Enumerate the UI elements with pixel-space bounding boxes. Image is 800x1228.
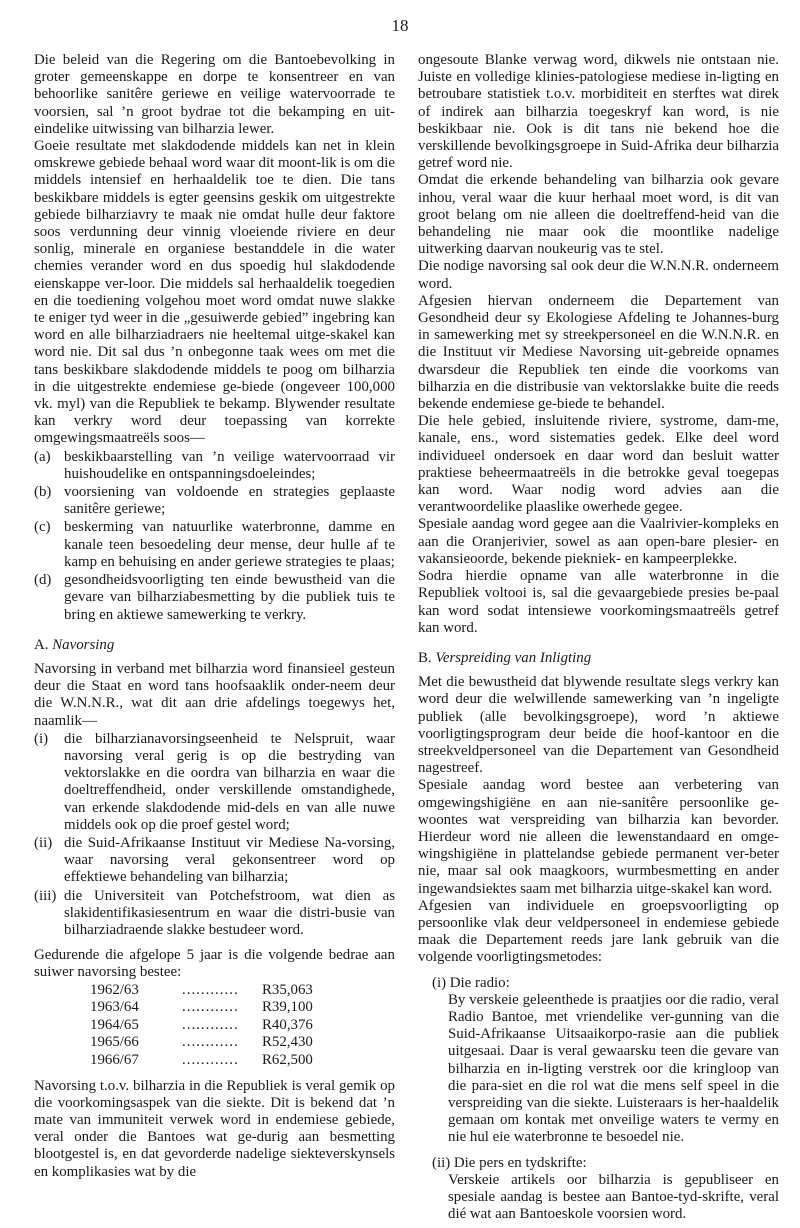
paragraph: Die hele gebied, insluitende riviere, systrome, dam-me, kanale, ens., word sistematies gedek. Elke deel word individueel ondersoek en daar word dan besluit watter praktiese beheermaatreëls in die betrokke geval toegepas kan word. Waar nodig word advies aan die verantwoordelike plaaslike owerhede gegee. — [418, 413, 779, 516]
budget-amount: R52,430 — [262, 1034, 313, 1051]
list-item-text: beskerming van natuurlike waterbronne, damme en kanale teen besoedeling deur mense, deur hulle af te kamp en behuising en ander geriewe strategies te plaas; — [64, 519, 395, 570]
budget-year: 1962/63 — [90, 981, 139, 998]
section-heading-a — [34, 637, 395, 654]
list-item — [34, 731, 395, 834]
dot-leader: ............ — [182, 1051, 239, 1068]
budget-year: 1963/64 — [90, 999, 139, 1016]
section-letter: B. — [418, 649, 432, 666]
paragraph: Afgesien van individuele en groepsvoorligting op persoonlike vlak deur veldpersoneel in endemiese gebiede maak die Departement reeds jare lank gebruik van die volgende voorligtingsmetodes: — [418, 897, 779, 966]
list-item — [34, 835, 395, 887]
table-row — [90, 1052, 313, 1070]
paragraph: Die beleid van die Regering om die Bantoebevolking in groter gemeenskappe en dorpe te konsentreer en van behoorlike sanitêre geriewe en veilige watervoorrade te voorsien, sal ’n groot bydrae tot die bekamping en uit-eindelike uitwissing van bilharzia lewer. — [34, 52, 395, 137]
budget-amount: R35,063 — [262, 981, 313, 998]
dot-leader: ............ — [182, 1034, 239, 1051]
left-column — [34, 52, 395, 1181]
paragraph: ongesoute Blanke verwag word, dikwels nie ontstaan nie. Juiste en volledige klinies-patologiese mediese in-ligting en betroubare statistiek t.o.v. morbiditeit en sterftes wat direk of indirek aan bilharzia toegeskryf kan word, is nie beskikbaar nie. Ook is dit tans nie bekend hoe die verskillende bevolkingsgroepe in Suid-Afrika deur bilharzia getref word nie. — [418, 52, 779, 172]
list-item-text: voorsiening van voldoende en strategies geplaaste sanitêre geriewe; — [64, 484, 395, 518]
paragraph: Omdat die erkende behandeling van bilharzia ook gevare inhou, veral waar die kuur herhaal moet word, is dit van groot belang om nie alleen die doeltreffend-heid van die behandeling nie maar ook die moontlike nadelige uitwerking daarvan noukeurig vas te stel. — [418, 172, 779, 258]
section-letter: A. — [34, 636, 49, 653]
list-item-text: die Universiteit van Potchefstroom, wat dien as slakidentifikasiesentrum en waar die distri-busie van bilharziadraende slakke bestudeer word. — [64, 887, 395, 938]
media-item-text: Verskeie artikels oor bilharzia is gepubliseer en spesiale aandag is bestee aan Bantoe-tyd-skrifte, veral dié wat aan Bantoeskole voorsien word. — [448, 1171, 779, 1223]
budget-year: 1966/67 — [90, 1051, 139, 1068]
paragraph: Goeie resultate met slakdodende middels kan net in klein omskrewe gebiede behaal word waar dit moont-lik is om die middels intensief en herhaaldelik toe te dien. Die tans beskikbare middels is egter geensins geskik om uitgestrekte gebiede bilharziavry te maak nie omdat hulle deur faktore soos verdunning deur vinnig vloeiende riviere en deur sonlig, minerale en organiese bestanddele in die water chemies verander word en dus spoedig hul slakdodende eienskappe ver-loor. Die middels sal herhaaldelik toegedien en die toediening volgehou moet word omdat nuwe slakke te eniger tyd weer in die „gesuiwerde gebied” ingebring kan word en alle bilharziadraers nie heeltemal uitge-skakel kan word nie. Dit sal dus ’n onbegonne taak wees om met die tans beskikbare slakdodende middels te poog om bilharzia in die uitgestrekte endemiese ge-biede (ongeveer 100,000 vk. myl) van die Republiek te bekamp. Blywender resultate kan verkry word deur toepassing van korrekte omgewingsmaatreëls soos— — [34, 138, 395, 447]
list-item — [34, 888, 395, 940]
list-marker: (ii) — [34, 834, 53, 851]
list-item — [34, 449, 395, 483]
list-marker: (b) — [34, 484, 52, 501]
list-marker: (iii) — [34, 887, 57, 904]
paragraph: Navorsing in verband met bilharzia word finansieel gesteun deur die Staat en word tans hoofsaaklik onder-neem deur die W.N.N.R., wat dit aan drie afdelings toegewys het, naamlik— — [34, 660, 395, 729]
list-marker: (c) — [34, 519, 51, 536]
list-item-text: gesondheidsvoorligting ten einde bewustheid van die gevare van bilharziabesmetting by die publiek tuis te bring en aktiewe samewerking te verkry. — [64, 572, 395, 623]
paragraph: Navorsing t.o.v. bilharzia in die Republiek is veral gemik op die voorkomingsaspek van die siekte. Dit is bekend dat ’n mate van immuniteit verwek word in endemiese gebiede, veral onder die Bantoes wat ge-durig aan besmetting blootgestel is, en dat gevorderde nadelige siekteverskynsels en komplikasies wat by die — [34, 1077, 395, 1180]
dot-leader: ............ — [182, 1016, 239, 1033]
page-number: 18 — [391, 16, 409, 35]
budget-amount: R39,100 — [262, 999, 313, 1016]
right-column — [418, 52, 779, 1223]
list-item — [34, 572, 395, 624]
list-marker: (a) — [34, 448, 51, 465]
paragraph: Gedurende die afgelope 5 jaar is die volgende bedrae aan suiwer navorsing bestee: — [34, 947, 395, 981]
list-item-text: beskikbaarstelling van ’n veilige watervoorraad vir huishoudelike en ontspanningsdoeleindes; — [64, 448, 395, 482]
budget-amount: R62,500 — [262, 1051, 313, 1068]
budget-amount: R40,376 — [262, 1016, 313, 1033]
list-marker: (d) — [34, 572, 52, 589]
budget-year: 1964/65 — [90, 1016, 139, 1033]
table-row — [90, 982, 313, 1000]
media-item-title: (i) Die radio: — [432, 974, 510, 991]
paragraph: Die nodige navorsing sal ook deur die W.N.N.R. onderneem word. — [418, 258, 779, 292]
media-item-text: By verskeie geleenthede is praatjies oor die radio, veral Radio Bantoe, met vriendelike ver-gunning van die Suid-Afrikaanse Uitsaaikorpo-rasie aan die publiek uitgesaai. Daar is veral gewaarsku teen die gevare van bilharzia en in-ligting verstrek oor die kringloop van die para-siet en die rol wat die mens self speel in die verspreiding van die siekte. Luisteraars is her-haaldelik gemaan om kontak met onveilige waters te vermy en nie hul eie waterbronne te besoedel nie. — [448, 991, 779, 1146]
budget-table — [90, 982, 313, 1070]
paragraph: Spesiale aandag word gegee aan die Vaalrivier-kompleks en aan die Oranjerivier, sowel as aan open-bare plesier- en vakansieoorde, bekende piekniek- en kampeerplekke. — [418, 516, 779, 567]
list-item — [34, 484, 395, 518]
paragraph: Met die bewustheid dat blywende resultate slegs verkry kan word deur die welwillende samewerking van ’n ingeligte publiek (alle bevolkingsgroepe), word ’n aktiewe voorligtingsprogram deur beide die hoof-kantoor en die streekveldpersoneel van die Departement van Gesondheid nagestreef. — [418, 674, 779, 777]
list-marker: (i) — [34, 730, 49, 747]
paragraph: Afgesien hiervan onderneem die Departement van Gesondheid deur sy Ekologiese Afdeling te Johannes-burg in samewerking met sy streekpersoneel en die W.N.N.R. en die Instituut vir Mediese Navorsing uit-gebreide opnames dwarsdeur die Republiek ten einde die voorkoms van bilharzia en die distribusie van vektorslakke buite die reeds bekende endemiese ge-biede te behandel. — [418, 292, 779, 413]
paragraph: Sodra hierdie opname van alle waterbronne in die Republiek voltooi is, sal die gevaargebiede presies be-paal kan word sodat intensiewe voorkomingsmaatreëls getref kan word. — [418, 568, 779, 636]
list-item-text: die bilharzianavorsingseenheid te Nelspruit, waar navorsing veral gerig is op die bestryding van vektorslakke en die oordra van bilharzia en waar die doeltreffendheid, onder verskillende omstandighede, van erkende slakdodende mid-dels en van alle nuwe middels ook op die proef gestel word; — [64, 730, 395, 833]
budget-year: 1965/66 — [90, 1034, 139, 1051]
media-item-title: (ii) Die pers en tydskrifte: — [432, 1154, 587, 1171]
table-row — [90, 1017, 313, 1035]
section-title: Navorsing — [52, 636, 115, 653]
dot-leader: ............ — [182, 981, 239, 998]
section-title: Verspreiding van Inligting — [435, 649, 592, 666]
list-item-text: die Suid-Afrikaanse Instituut vir Mediese Na-vorsing, waar navorsing veral gekonsentreer word op effektiewe behandeling van bilharzia; — [64, 834, 395, 886]
table-row — [90, 1034, 313, 1052]
list-item — [34, 519, 395, 571]
paragraph: Spesiale aandag word bestee aan verbetering van omgewingshigiëne en aan nie-sanitêre persoonlike ge-woontes wat verspreiding van bilharzia kan bevorder. Hierdeur word nie alleen die lewenstandaard en omge-wingshigiëne in plattelandse gebiede permanent ver-beter nie, maar sal ook maagkoors, wurmbesmetting en ander ingewandsiektes saam met bilharzia uitge-skakel kan word. — [418, 777, 779, 897]
section-heading-b — [418, 650, 779, 667]
table-row — [90, 999, 313, 1017]
dot-leader: ............ — [182, 999, 239, 1016]
